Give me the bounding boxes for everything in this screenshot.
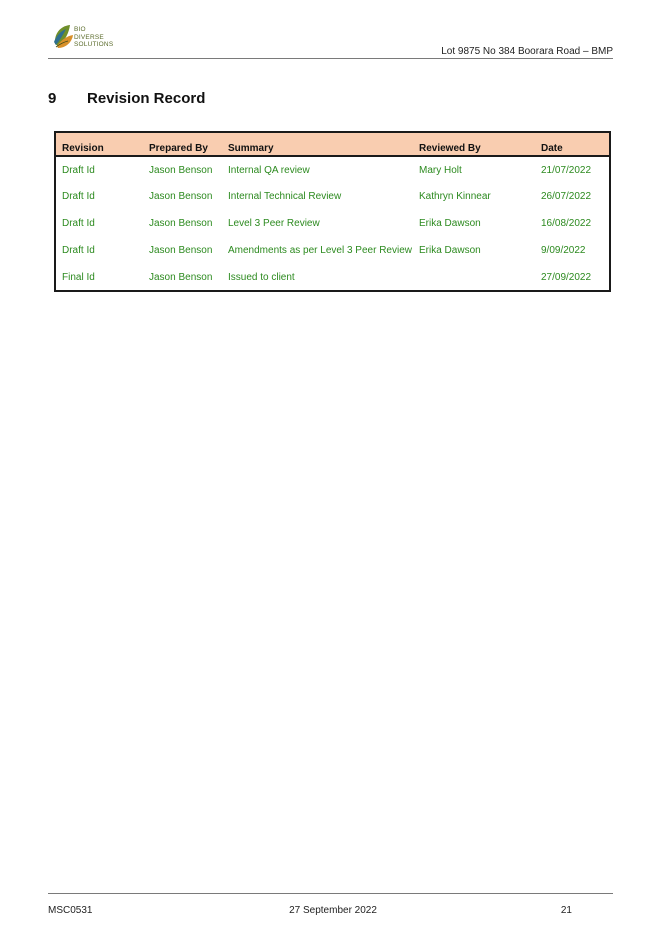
cell-summary: Level 3 Peer Review bbox=[228, 218, 320, 229]
cell-reviewed-by: Kathryn Kinnear bbox=[419, 191, 491, 202]
cell-summary: Internal QA review bbox=[228, 164, 310, 176]
cell-date: 27/09/2022 bbox=[541, 271, 592, 283]
bio-diverse-solutions-logo bbox=[52, 22, 122, 56]
cell-prepared-by: Jason Benson bbox=[149, 164, 213, 176]
revision-record-table bbox=[54, 131, 611, 292]
cell-date: 16/08/2022 bbox=[541, 218, 592, 229]
cell-prepared-by: Jason Benson bbox=[149, 271, 213, 283]
column-header-summary: Summary bbox=[222, 132, 413, 156]
cell-revision: Draft Id bbox=[62, 218, 95, 229]
footer-divider bbox=[48, 893, 613, 894]
logo-line: DIVERSE bbox=[74, 33, 104, 41]
cell-prepared-by: Jason Benson bbox=[149, 191, 213, 202]
page-header bbox=[48, 20, 613, 60]
header-divider bbox=[48, 58, 613, 59]
cell-reviewed-by bbox=[413, 264, 535, 291]
cell-summary: Internal Technical Review bbox=[228, 191, 342, 202]
cell-prepared-by: Jason Benson bbox=[149, 245, 213, 256]
cell-revision: Final Id bbox=[62, 271, 95, 283]
section-number: 9 bbox=[48, 90, 57, 107]
table-row bbox=[55, 156, 610, 183]
table-row bbox=[55, 210, 610, 237]
cell-reviewed-by: Mary Holt bbox=[419, 164, 462, 176]
logo-line: SOLUTIONS bbox=[74, 41, 114, 49]
table-row bbox=[55, 237, 610, 264]
footer-document-code: MSC0531 bbox=[48, 905, 93, 916]
cell-summary: Issued to client bbox=[228, 271, 295, 283]
cell-date: 26/07/2022 bbox=[541, 191, 592, 202]
section-title: Revision Record bbox=[87, 90, 206, 107]
table-row bbox=[55, 183, 610, 210]
logo-line: BIO bbox=[74, 26, 86, 33]
cell-revision: Draft Id bbox=[62, 164, 95, 176]
table-row bbox=[55, 264, 610, 291]
cell-date: 9/09/2022 bbox=[541, 245, 586, 256]
cell-reviewed-by: Erika Dawson bbox=[419, 218, 481, 229]
cell-summary: Amendments as per Level 3 Peer Review bbox=[228, 245, 412, 256]
document-title: Lot 9875 No 384 Boorara Road – BMP bbox=[441, 46, 613, 57]
footer-date: 27 September 2022 bbox=[289, 905, 377, 916]
section-heading bbox=[48, 90, 205, 107]
table-header-row bbox=[55, 132, 610, 156]
cell-reviewed-by: Erika Dawson bbox=[419, 245, 481, 256]
column-header-prepared-by: Prepared By bbox=[143, 132, 222, 156]
column-header-date: Date bbox=[535, 132, 610, 156]
cell-date: 21/07/2022 bbox=[541, 164, 592, 176]
cell-revision: Draft Id bbox=[62, 191, 95, 202]
logo-wordmark bbox=[74, 26, 113, 49]
cell-prepared-by: Jason Benson bbox=[149, 218, 213, 229]
column-header-revision: Revision bbox=[55, 132, 143, 156]
cell-revision: Draft Id bbox=[62, 245, 95, 256]
leaf-logo-icon bbox=[52, 22, 76, 52]
column-header-reviewed-by: Reviewed By bbox=[413, 132, 535, 156]
footer-page-number: 21 bbox=[560, 905, 572, 916]
